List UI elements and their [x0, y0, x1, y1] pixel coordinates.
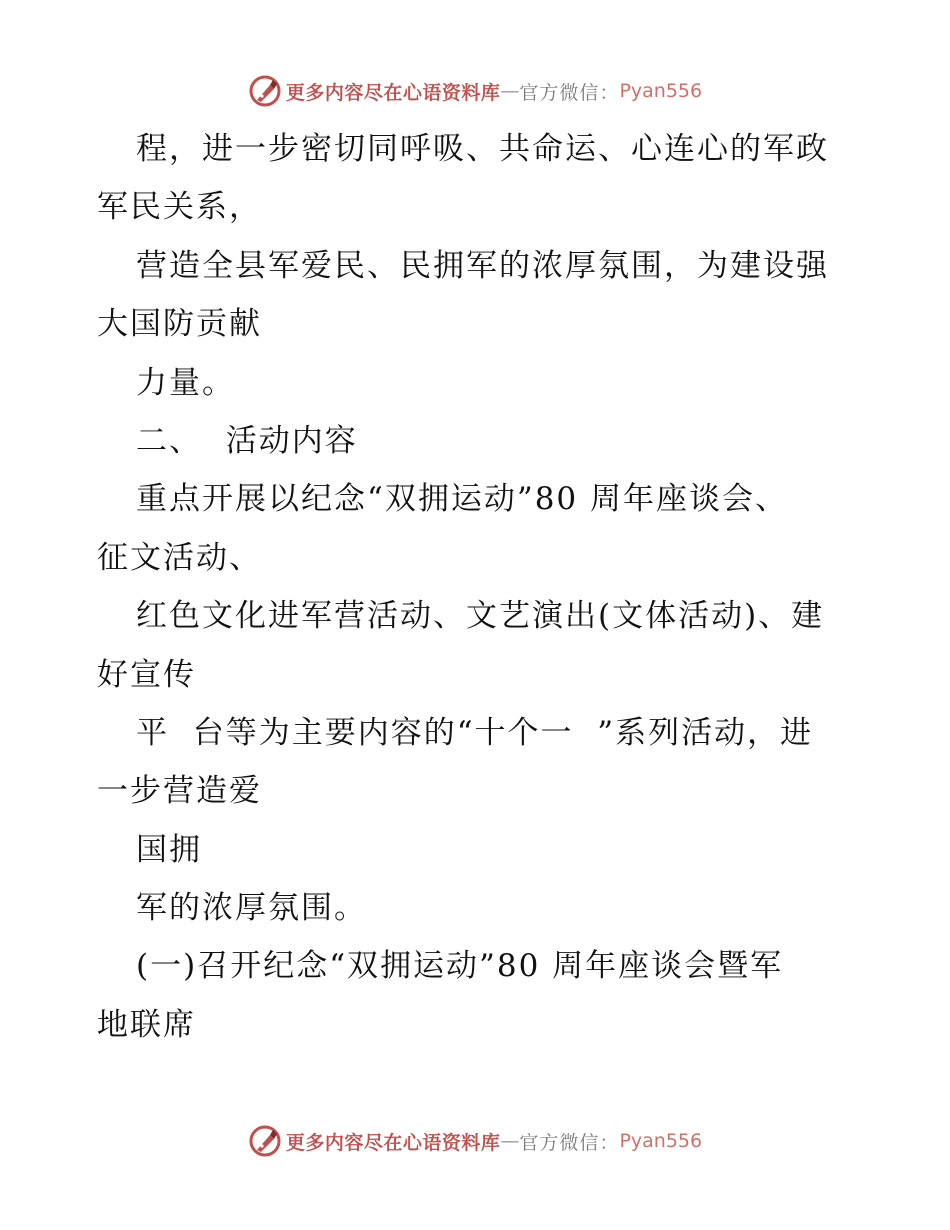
body-line: 好宣传: [97, 656, 196, 693]
body-line: 平 台等为主要内容的“十个一 ”系列活动，进: [136, 714, 814, 751]
body-line: 程，进一步密切同呼吸、共命运、心连心的军政: [136, 131, 829, 167]
body-line: 地联席: [97, 1006, 196, 1043]
footer-wechat-id: Pyan556: [619, 1130, 703, 1152]
body-line: 红色文化进军营活动、文艺演出(文体活动)、建: [136, 598, 825, 635]
header-brand-text: 更多内容尽在心语资料库: [285, 81, 501, 104]
footer-wechat-label: 官方微信：: [519, 1131, 620, 1154]
body-line: 大国防贡献: [97, 306, 262, 343]
footer-separator: —: [500, 1130, 520, 1152]
document-body: [97, 120, 857, 1054]
body-line: 营造全县军爱民、民拥军的浓厚氛围，为建设强: [136, 247, 829, 284]
footer-banner: [0, 1121, 950, 1161]
body-line: 一步营造爱: [97, 773, 262, 810]
header-separator: —: [500, 80, 520, 102]
header-wechat-label: 官方微信：: [519, 81, 620, 104]
body-line: 力量。: [136, 364, 235, 401]
header-wechat-id: Pyan556: [619, 80, 703, 102]
fountain-pen-logo-icon: [248, 1124, 282, 1158]
fountain-pen-logo-icon: [248, 74, 282, 108]
body-line: 重点开展以纪念“双拥运动”80 周年座谈会、: [136, 481, 788, 518]
body-line: 军的浓厚氛围。: [136, 890, 367, 927]
body-line: 国拥: [136, 831, 202, 868]
header-banner: [0, 71, 950, 111]
section-heading: 二、 活动内容: [136, 422, 358, 459]
subsection-heading: (一)召开纪念“双拥运动”80 周年座谈会暨军: [136, 948, 784, 985]
body-line: 军民关系，: [97, 189, 262, 226]
footer-brand-text: 更多内容尽在心语资料库: [285, 1131, 501, 1154]
body-line: 征文活动、: [97, 539, 262, 576]
